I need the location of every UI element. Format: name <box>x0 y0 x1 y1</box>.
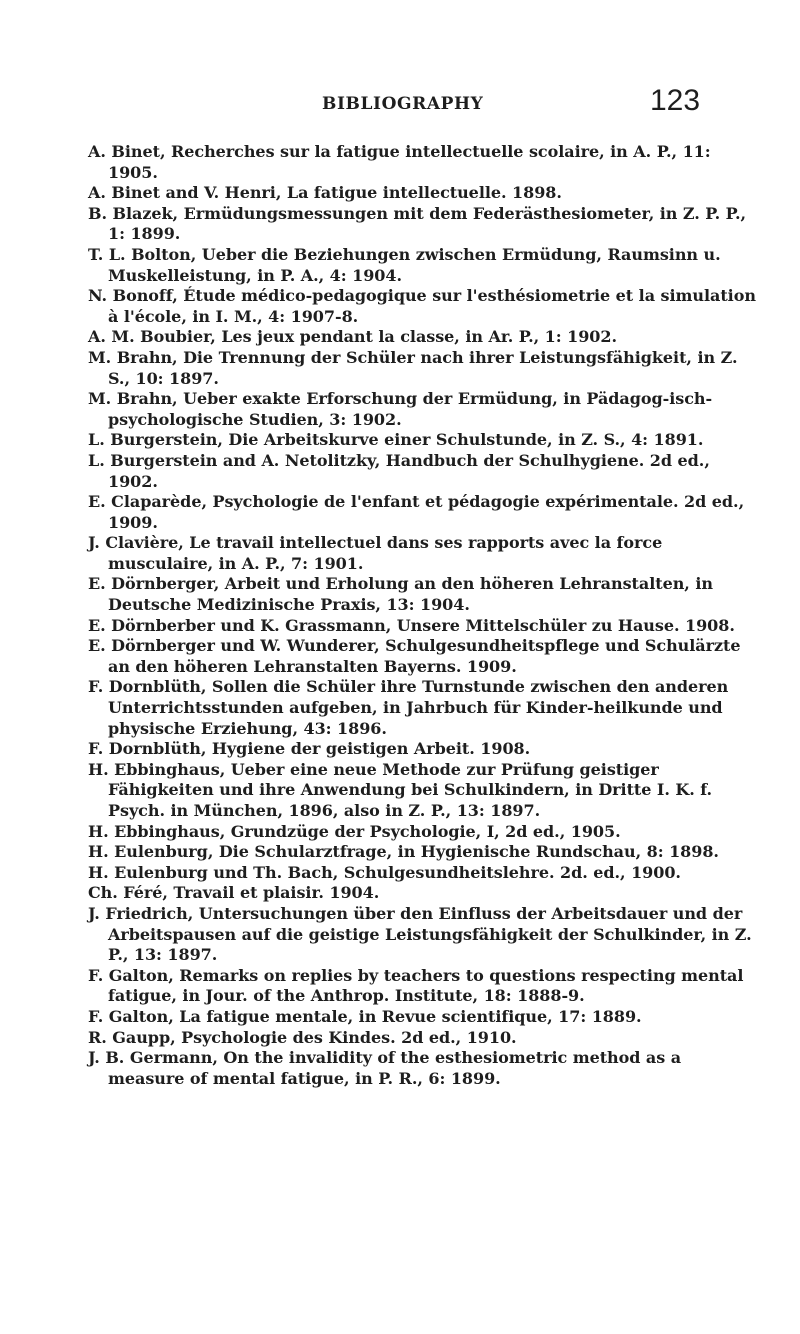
bibliography-entry: B. Blazek, Ermüdungsmessungen mit dem Federästhesiometer, in Z. P. P., 1: 1899. <box>88 203 747 244</box>
bibliography-entry: H. Ebbinghaus, Ueber eine neue Methode zur Prüfung geistiger Fähigkeiten und ihre Anwendung bei Schulkindern, in Dritte I. K. f. Psych. in München, 1896, also in Z. P., 13: 1897. <box>88 759 713 820</box>
bibliography-entry: H. Eulenburg, Die Schularztfrage, in Hygienische Rundschau, 8: 1898. <box>88 842 719 862</box>
bibliography-entry: A. Binet and V. Henri, La fatigue intellectuelle. 1898. <box>88 183 562 203</box>
bibliography-entry: M. Brahn, Ueber exakte Erforschung der Ermüdung, in Pädagog-isch-psychologische Studien, 3: 1902. <box>88 389 713 429</box>
bibliography-entry: J. Clavière, Le travail intellectuel dans ses rapports avec la force musculaire, in A. P., 7: 1901. <box>88 533 663 573</box>
bibliography-entry: A. M. Boubier, Les jeux pendant la classe, in Ar. P., 1: 1902. <box>88 327 617 347</box>
bibliography-entry: A. Binet, Recherches sur la fatigue intellectuelle scolaire, in A. P., 11: 1905. <box>88 142 711 182</box>
bibliography-entry: L. Burgerstein, Die Arbeitskurve einer Schulstunde, in Z. S., 4: 1891. <box>88 430 704 450</box>
bibliography-entry: N. Bonoff, Étude médico-pedagogique sur l'esthésiometrie et la simulation à l'école, in I. M., 4: 1907-8. <box>88 286 756 326</box>
bibliography-entry: M. Brahn, Die Trennung der Schüler nach ihrer Leistungsfähigkeit, in Z. S., 10: 1897. <box>88 347 738 388</box>
bibliography-entry: R. Gaupp, Psychologie des Kindes. 2d ed., 1910. <box>88 1027 517 1047</box>
bibliography-entry: T. L. Bolton, Ueber die Beziehungen zwischen Ermüdung, Raumsinn u. Muskelleistung, in P. A., 4: 1904. <box>88 244 721 285</box>
bibliography-entry: E. Dörnberger und W. Wunderer, Schulgesundheitspflege und Schulärzte an den höheren Lehranstalten Bayerns. 1909. <box>88 636 741 676</box>
bibliography-entry: E. Claparède, Psychologie de l'enfant et pédagogie expérimentale. 2d ed., 1909. <box>88 492 745 532</box>
bibliography-entry: E. Dörnberber und K. Grassmann, Unsere Mittelschüler zu Hause. 1908. <box>88 615 735 635</box>
bibliography-entry: E. Dörnberger, Arbeit und Erholung an den höheren Lehranstalten, in Deutsche Medizinische Praxis, 13: 1904. <box>88 574 713 615</box>
bibliography-entry: H. Ebbinghaus, Grundzüge der Psychologie, I, 2d ed., 1905. <box>88 821 621 841</box>
bibliography-entry: F. Galton, La fatigue mentale, in Revue scientifique, 17: 1889. <box>88 1006 642 1026</box>
bibliography-entry: H. Eulenburg und Th. Bach, Schulgesundheitslehre. 2d. ed., 1900. <box>88 862 681 882</box>
page-number: 123 <box>650 84 701 117</box>
bibliography-entry: J. Friedrich, Untersuchungen über den Einfluss der Arbeitsdauer und der Arbeitspausen auf die geistige Leistungsfähigkeit der Schulkinder, in Z. P., 13: 1897. <box>88 903 752 965</box>
bibliography-entry: F. Dornblüth, Sollen die Schüler ihre Turnstunde zwischen den anderen Unterrichtsstunden aufgeben, in Jahrbuch für Kinder-heilkunde und physische Erziehung, 43: 1896. <box>88 677 729 738</box>
bibliography-entry: L. Burgerstein and A. Netolitzky, Handbuch der Schulhygiene. 2d ed., 1902. <box>88 450 710 491</box>
bibliography-entry: F. Dornblüth, Hygiene der geistigen Arbeit. 1908. <box>88 739 531 759</box>
bibliography-entry: Ch. Féré, Travail et plaisir. 1904. <box>88 883 380 903</box>
bibliography-list <box>88 142 756 1089</box>
running-head <box>0 84 800 124</box>
running-title: BIBLIOGRAPHY <box>322 94 484 114</box>
bibliography-entry: J. B. Germann, On the invalidity of the esthesiometric method as a measure of mental fatigue, in P. R., 6: 1899. <box>88 1048 682 1088</box>
bibliography-entry: F. Galton, Remarks on replies by teachers to questions respecting mental fatigue, in Jour. of the Anthrop. Institute, 18: 1888-9. <box>88 965 744 1006</box>
